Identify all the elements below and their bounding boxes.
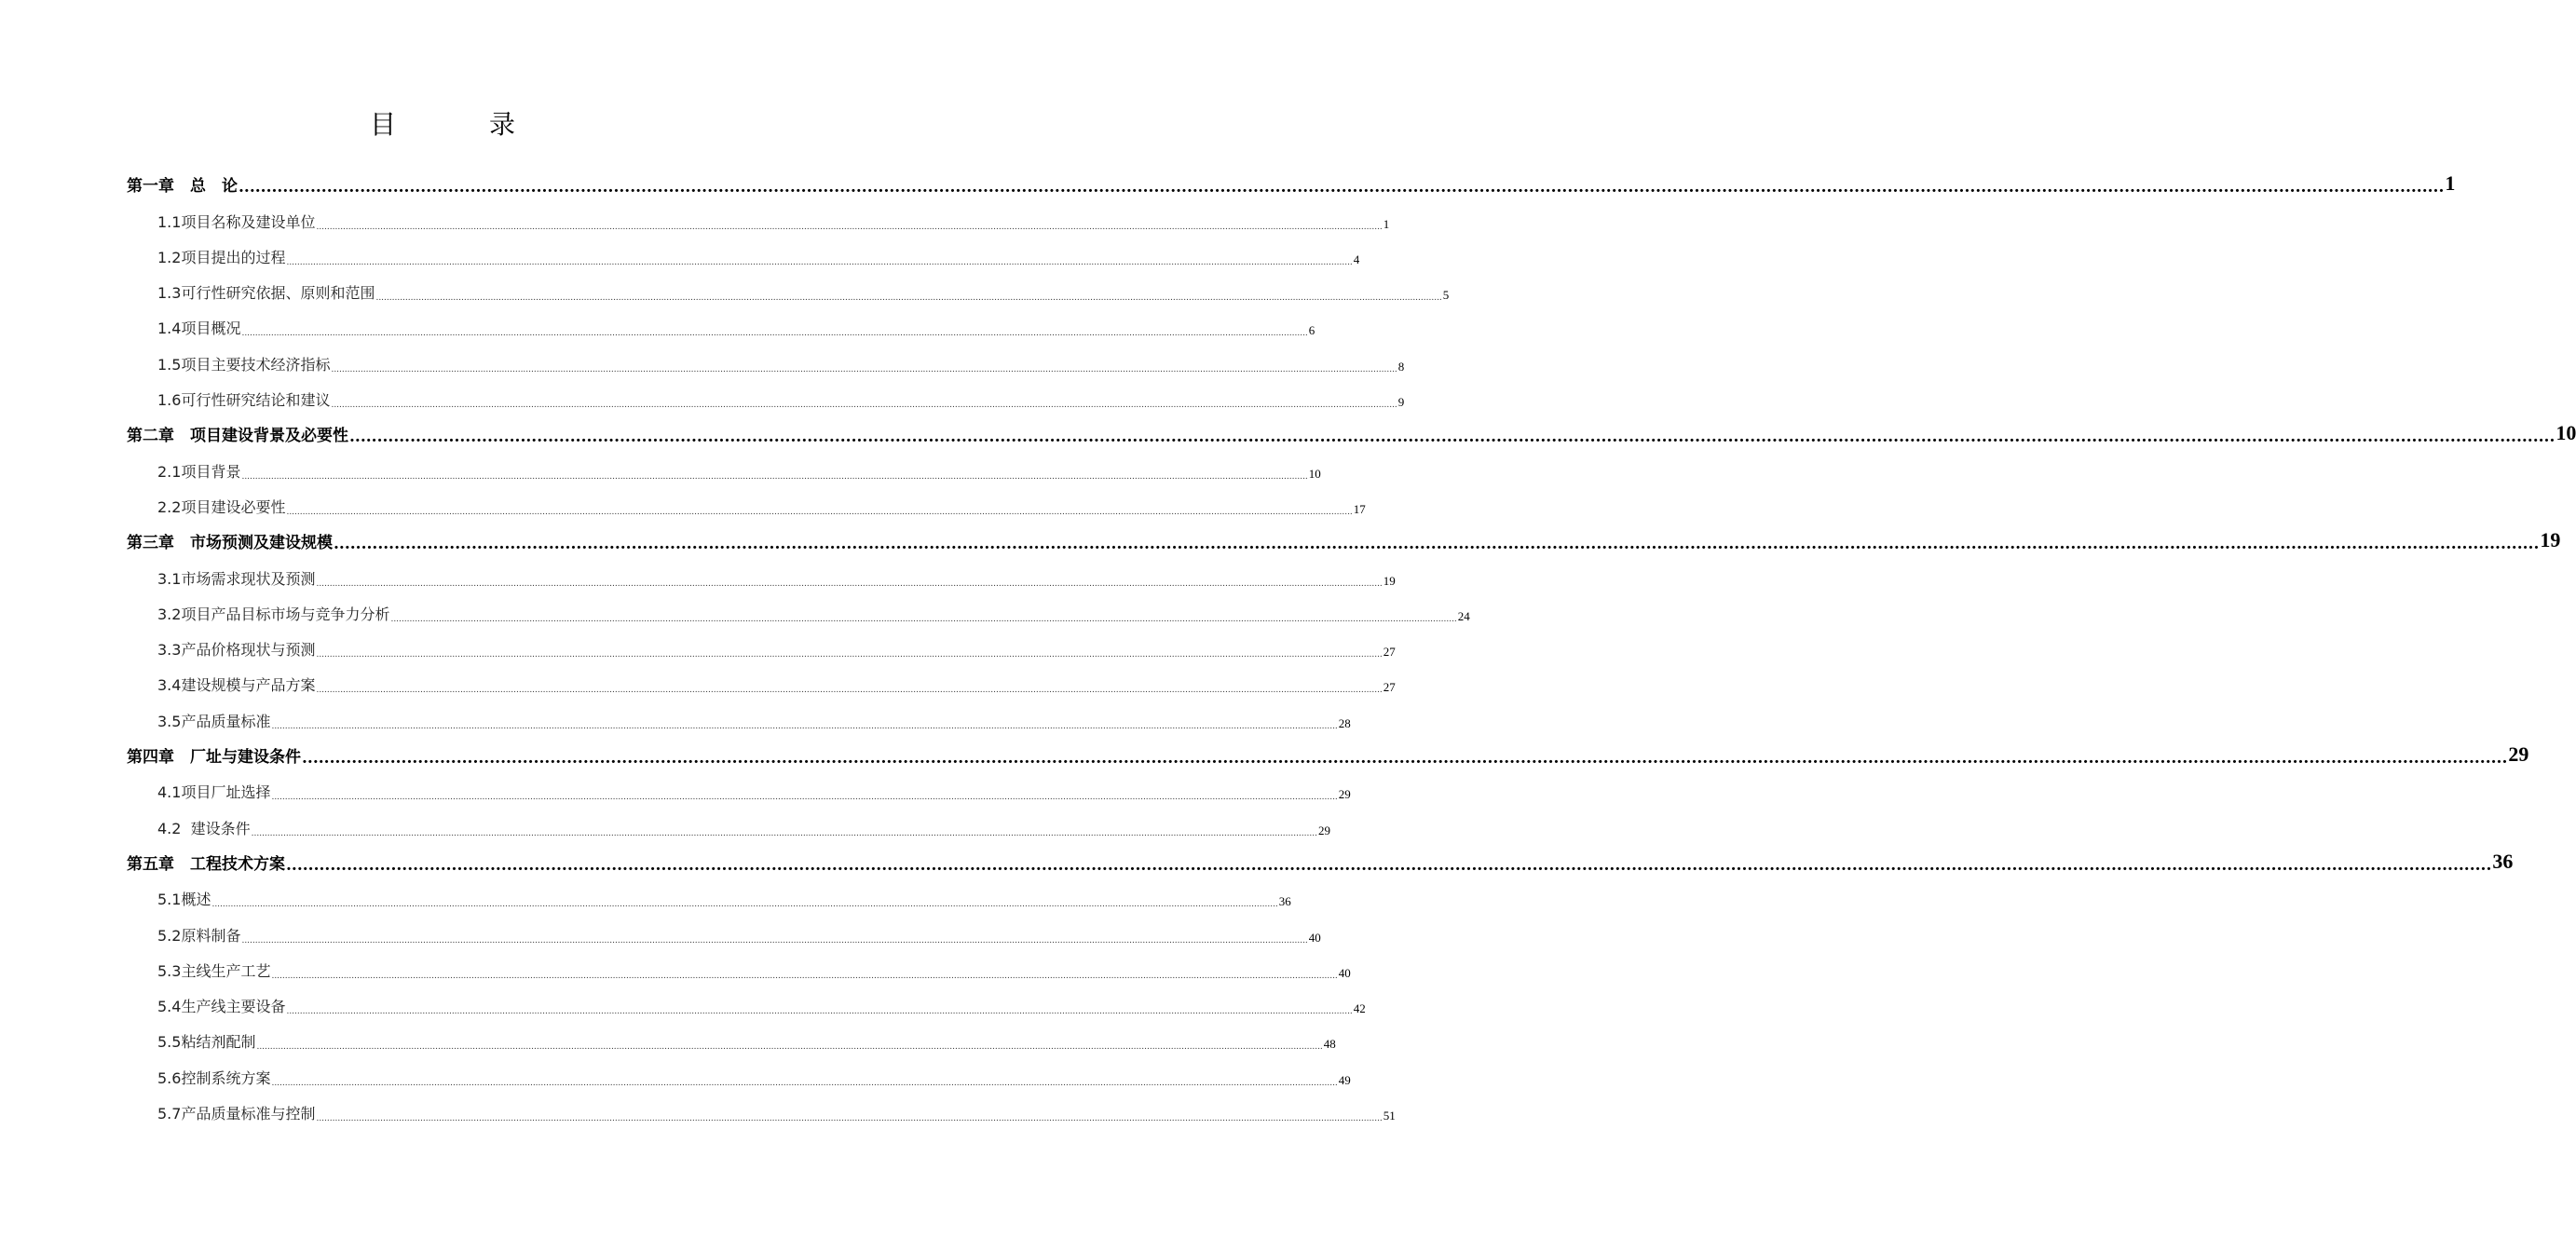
toc-page-number: 40 <box>1308 930 1321 945</box>
toc-page-number: 29 <box>1338 787 1351 802</box>
toc-entry-title: 4.1项目厂址选择 <box>157 783 271 802</box>
table-of-contents <box>0 164 2576 1127</box>
toc-page-number: 40 <box>1338 965 1351 980</box>
toc-section-entry[interactable] <box>0 1020 1336 1055</box>
toc-section-entry[interactable] <box>0 1092 1396 1127</box>
toc-entry-title: 1.5项目主要技术经济指标 <box>157 355 331 374</box>
toc-page-number: 24 <box>1457 608 1470 623</box>
toc-entry-title: 第三章 市场预测及建设规模 <box>127 534 333 553</box>
toc-entry-title: 第四章 厂址与建设条件 <box>127 748 301 768</box>
toc-entry-title: 1.6可行性研究结论和建议 <box>157 391 331 410</box>
toc-page-number: 28 <box>1338 715 1351 730</box>
dot-leader: ................................................................................................................................................................................................................................................................................................................................................................................................................ <box>286 1007 1353 1017</box>
dot-leader: ................................................................................................................................................................................................................................................................................................................................................................................................................ <box>316 686 1383 696</box>
toc-section-entry[interactable] <box>0 770 1351 806</box>
toc-section-entry[interactable] <box>0 699 1351 734</box>
toc-entry-title: 1.1项目名称及建设单位 <box>157 212 316 231</box>
toc-page-number: 29 <box>1317 823 1330 837</box>
dot-leader: ................................................................................................................................................................................................................................................................................................................................................................................................................ <box>241 471 1308 482</box>
toc-entry-title: 3.4建设规模与产品方案 <box>157 676 316 695</box>
toc-chapter-entry[interactable] <box>0 842 2514 878</box>
dot-leader: ................................................................................................................................................................................................................................................................................................................................................................................................................ <box>316 578 1383 589</box>
toc-entry-title: 5.6控制系统方案 <box>157 1068 271 1087</box>
toc-page-number: 6 <box>1308 323 1315 338</box>
toc-page-number: 27 <box>1383 645 1396 660</box>
toc-entry-title: 第一章 总 论 <box>127 177 238 197</box>
dot-leader: ................................................................................................................................................................................................................................................................................................................................................................................................................ <box>271 971 1338 981</box>
toc-entry-title: 2.1项目背景 <box>157 462 241 481</box>
toc-page-number: 9 <box>1397 395 1405 410</box>
toc-entry-title: 5.4生产线主要设备 <box>157 998 286 1016</box>
toc-page-number: 8 <box>1397 359 1405 374</box>
toc-entry-title: 5.7产品质量标准与控制 <box>157 1105 316 1123</box>
toc-section-entry[interactable] <box>0 806 1330 841</box>
toc-section-entry[interactable] <box>0 628 1396 663</box>
toc-chapter-entry[interactable] <box>0 414 2576 449</box>
dot-leader: ................................................................................................................................................................................................................................................................................................................................................................................................................ <box>271 721 1338 731</box>
dot-leader: ................................................................................................................................................................................................................................................................................................................................................................................................................ <box>286 257 1353 267</box>
toc-section-entry[interactable] <box>0 199 1390 235</box>
toc-chapter-entry[interactable] <box>0 164 2456 199</box>
toc-entry-title: 3.1市场需求现状及预测 <box>157 569 316 588</box>
dot-leader: ................................................................................................................................................................................................................................................................................................................................................................................................................ <box>251 828 1317 838</box>
toc-entry-title: 第五章 工程技术方案 <box>127 854 285 874</box>
toc-entry-title: 5.1概述 <box>157 891 211 909</box>
toc-section-entry[interactable] <box>0 985 1366 1020</box>
toc-page-number: 5 <box>1442 288 1450 303</box>
toc-page-number: 42 <box>1353 1001 1366 1016</box>
toc-section-entry[interactable] <box>0 1055 1351 1091</box>
dot-leader: ................................................................................................................................................................................................................................................................................................................................................................................................................ <box>316 650 1383 660</box>
toc-entry-title: 第二章 项目建设背景及必要性 <box>127 427 348 446</box>
dot-leader: ................................................................................................................................................................................................................................................................................................................................................................................................................ <box>239 178 2445 197</box>
toc-entry-title: 3.5产品质量标准 <box>157 712 271 730</box>
toc-chapter-entry[interactable] <box>0 735 2529 770</box>
toc-section-entry[interactable] <box>0 485 1366 521</box>
dot-leader: ................................................................................................................................................................................................................................................................................................................................................................................................................ <box>286 855 2492 875</box>
toc-section-entry[interactable] <box>0 271 1450 306</box>
dot-leader: ................................................................................................................................................................................................................................................................................................................................................................................................................ <box>349 428 2556 447</box>
toc-section-entry[interactable] <box>0 949 1351 985</box>
toc-page-number: 4 <box>1353 252 1360 266</box>
dot-leader: ................................................................................................................................................................................................................................................................................................................................................................................................................ <box>241 329 1308 339</box>
toc-page-number: 27 <box>1383 680 1396 695</box>
dot-leader: ................................................................................................................................................................................................................................................................................................................................................................................................................ <box>331 401 1397 411</box>
toc-section-entry[interactable] <box>0 236 1360 271</box>
dot-leader: ................................................................................................................................................................................................................................................................................................................................................................................................................ <box>302 749 2508 769</box>
toc-entry-title: 1.2项目提出的过程 <box>157 248 286 266</box>
toc-entry-title: 4.2 建设条件 <box>157 819 251 837</box>
toc-entry-title: 1.4项目概况 <box>157 320 241 338</box>
toc-page-number: 10 <box>1308 466 1321 481</box>
toc-title: 目 录 <box>369 109 549 140</box>
toc-page-number: 1 <box>1383 216 1390 231</box>
dot-leader: ................................................................................................................................................................................................................................................................................................................................................................................................................ <box>316 1114 1383 1124</box>
toc-section-entry[interactable] <box>0 663 1396 699</box>
toc-section-entry[interactable] <box>0 556 1396 592</box>
toc-page-number: 1 <box>2445 171 2456 196</box>
toc-page-number: 36 <box>2492 849 2514 873</box>
toc-page-number: 36 <box>1278 894 1291 909</box>
toc-entry-title: 2.2项目建设必要性 <box>157 497 286 516</box>
toc-entry-title: 1.3可行性研究依据、原则和范围 <box>157 284 375 303</box>
toc-page-number: 19 <box>1383 573 1396 588</box>
toc-section-entry[interactable] <box>0 449 1321 484</box>
dot-leader: ................................................................................................................................................................................................................................................................................................................................................................................................................ <box>271 1078 1338 1088</box>
toc-entry-title: 3.3产品价格现状与预测 <box>157 641 316 660</box>
toc-section-entry[interactable] <box>0 306 1315 342</box>
toc-entry-title: 5.2原料制备 <box>157 926 241 945</box>
toc-section-entry[interactable] <box>0 342 1405 377</box>
toc-entry-title: 3.2项目产品目标市场与竞争力分析 <box>157 605 390 623</box>
toc-section-entry[interactable] <box>0 913 1321 948</box>
toc-entry-title: 5.3主线生产工艺 <box>157 961 271 980</box>
toc-page-number: 29 <box>2508 742 2529 767</box>
toc-page-number: 19 <box>2540 528 2561 552</box>
toc-section-entry[interactable] <box>0 878 1291 913</box>
dot-leader: ................................................................................................................................................................................................................................................................................................................................................................................................................ <box>390 614 1457 624</box>
toc-section-entry[interactable] <box>0 592 1470 628</box>
dot-leader: ................................................................................................................................................................................................................................................................................................................................................................................................................ <box>286 507 1353 517</box>
toc-page-number: 10 <box>2556 421 2576 445</box>
dot-leader: ................................................................................................................................................................................................................................................................................................................................................................................................................ <box>316 222 1383 232</box>
toc-page-number: 49 <box>1338 1072 1351 1087</box>
toc-entry-title: 5.5粘结剂配制 <box>157 1033 256 1052</box>
toc-page-number: 48 <box>1323 1037 1336 1052</box>
dot-leader: ................................................................................................................................................................................................................................................................................................................................................................................................................ <box>271 793 1338 803</box>
dot-leader: ................................................................................................................................................................................................................................................................................................................................................................................................................ <box>375 293 1442 304</box>
toc-page-number: 17 <box>1353 501 1366 516</box>
dot-leader: ................................................................................................................................................................................................................................................................................................................................................................................................................ <box>211 900 1278 910</box>
toc-section-entry[interactable] <box>0 378 1405 414</box>
dot-leader: ................................................................................................................................................................................................................................................................................................................................................................................................................ <box>334 535 2540 554</box>
toc-chapter-entry[interactable] <box>0 521 2561 556</box>
dot-leader: ................................................................................................................................................................................................................................................................................................................................................................................................................ <box>241 935 1308 946</box>
dot-leader: ................................................................................................................................................................................................................................................................................................................................................................................................................ <box>256 1042 1323 1053</box>
toc-page-number: 51 <box>1383 1109 1396 1123</box>
dot-leader: ................................................................................................................................................................................................................................................................................................................................................................................................................ <box>331 364 1397 374</box>
